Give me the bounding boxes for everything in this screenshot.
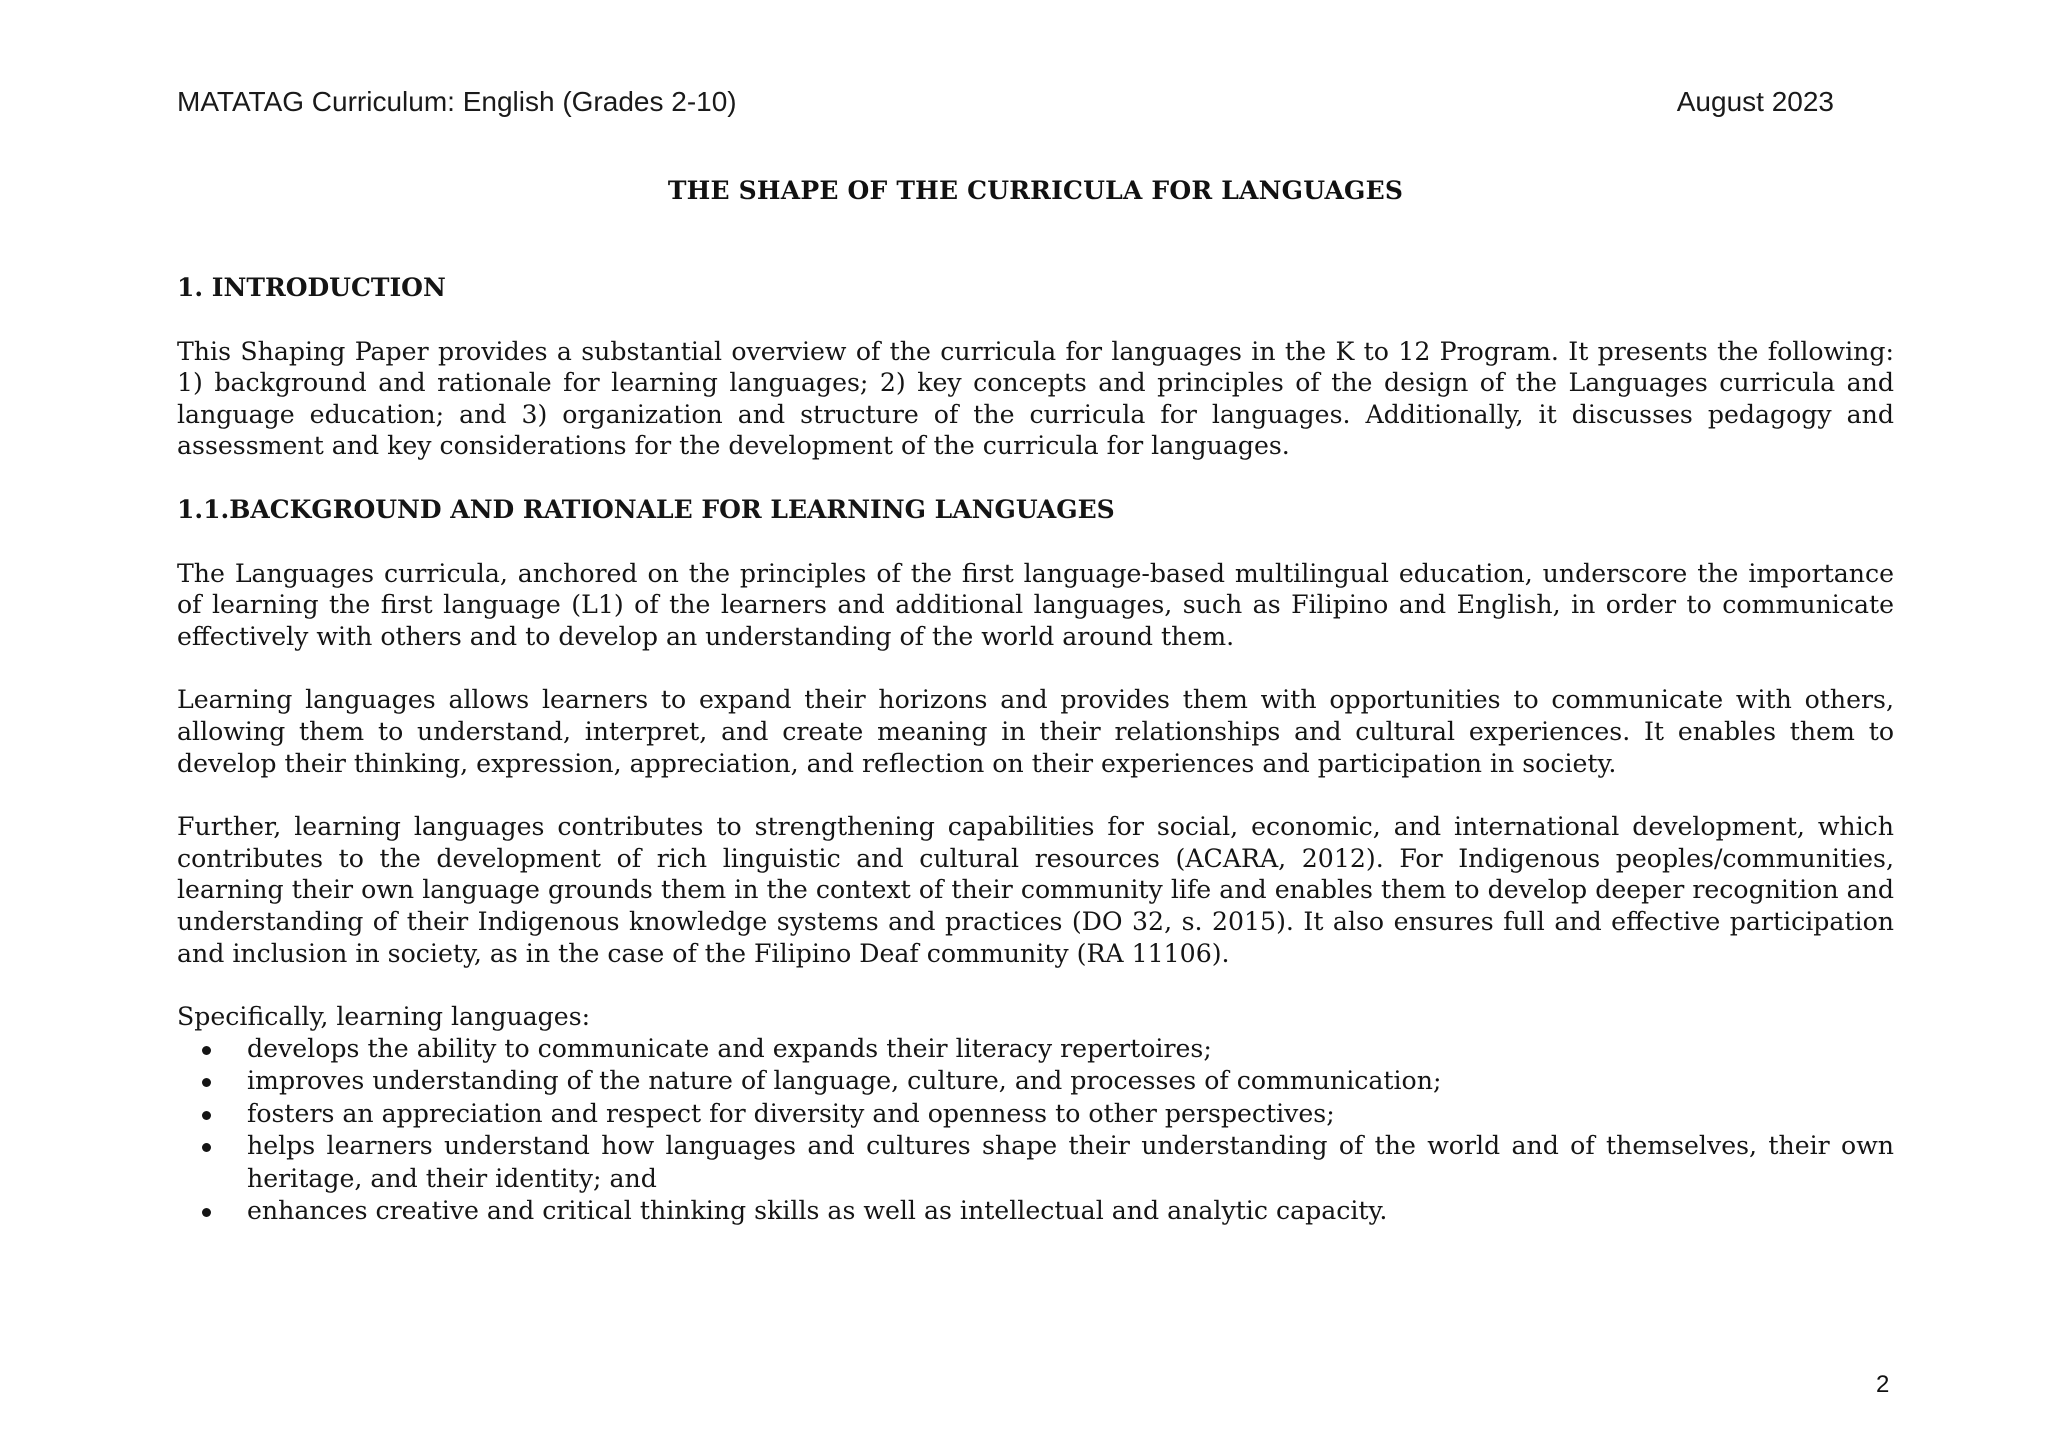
bullet-icon — [202, 1078, 211, 1087]
section-heading-introduction: 1. INTRODUCTION — [177, 273, 446, 302]
list-item: helps learners understand how languages and cultures shape their understanding of the world and of themselves, their own heritage, and their identity; and — [177, 1130, 1894, 1195]
introduction-paragraph: This Shaping Paper provides a substantial overview of the curricula for languages in the K to 12 Program. It presents the following: 1) background and rationale for learning languages; 2) key concepts and principles of the design of the Languages curricula and language education; and 3) organization and structure of the curricula for languages. Additionally, it discusses pedagogy and assessment and key considerations for the development of the curricula for languages. — [177, 336, 1894, 461]
section-heading-background: 1.1.BACKGROUND AND RATIONALE FOR LEARNING LANGUAGES — [177, 494, 1115, 524]
background-paragraph-3: Further, learning languages contributes to strengthening capabilities for social, economic, and international development, which contributes to the development of rich linguistic and cultural resources (ACARA, 2012). For Indigenous peoples/communities, learning their own language grounds them in the context of their community life and enables them to develop deeper recognition and understanding of their Indigenous knowledge systems and practices (DO 32, s. 2015). It also ensures full and effective participation and inclusion in society, as in the case of the Filipino Deaf community (RA 11106). — [177, 812, 1894, 968]
benefits-list — [177, 1033, 1894, 1228]
bullet-icon — [202, 1046, 211, 1055]
page-title: THE SHAPE OF THE CURRICULA FOR LANGUAGES — [667, 176, 1404, 205]
list-item: develops the ability to communicate and expands their literacy repertoires; — [177, 1033, 1894, 1066]
bullet-icon — [202, 1143, 211, 1152]
running-header — [177, 86, 1834, 126]
document-body — [177, 272, 1894, 1228]
list-item: improves understanding of the nature of language, culture, and processes of communication; — [177, 1065, 1894, 1098]
bullet-icon — [202, 1208, 211, 1217]
page-number: 2 — [1876, 1371, 1890, 1398]
background-paragraph-1: The Languages curricula, anchored on the principles of the first language-based multilingual education, underscore the importance of learning the first language (L1) of the learners and additional languages, such as Filipino and English, in order to communicate effectively with others and to develop an understanding of the world around them. — [177, 558, 1894, 651]
header-document-title: MATATAG Curriculum: English (Grades 2-10) — [177, 86, 737, 117]
list-item: fosters an appreciation and respect for diversity and openness to other perspectives; — [177, 1098, 1894, 1131]
list-item: enhances creative and critical thinking skills as well as intellectual and analytic capacity. — [177, 1195, 1894, 1228]
list-intro: Specifically, learning languages: — [177, 1002, 591, 1032]
header-date: August 2023 — [1676, 86, 1834, 117]
background-paragraph-2: Learning languages allows learners to expand their horizons and provides them with opportunities to communicate with others, allowing them to understand, interpret, and create meaning in their relationships and cultural experiences. It enables them to develop their thinking, expression, appreciation, and reflection on their experiences and participation in society. — [177, 685, 1894, 778]
bullet-icon — [202, 1111, 211, 1120]
